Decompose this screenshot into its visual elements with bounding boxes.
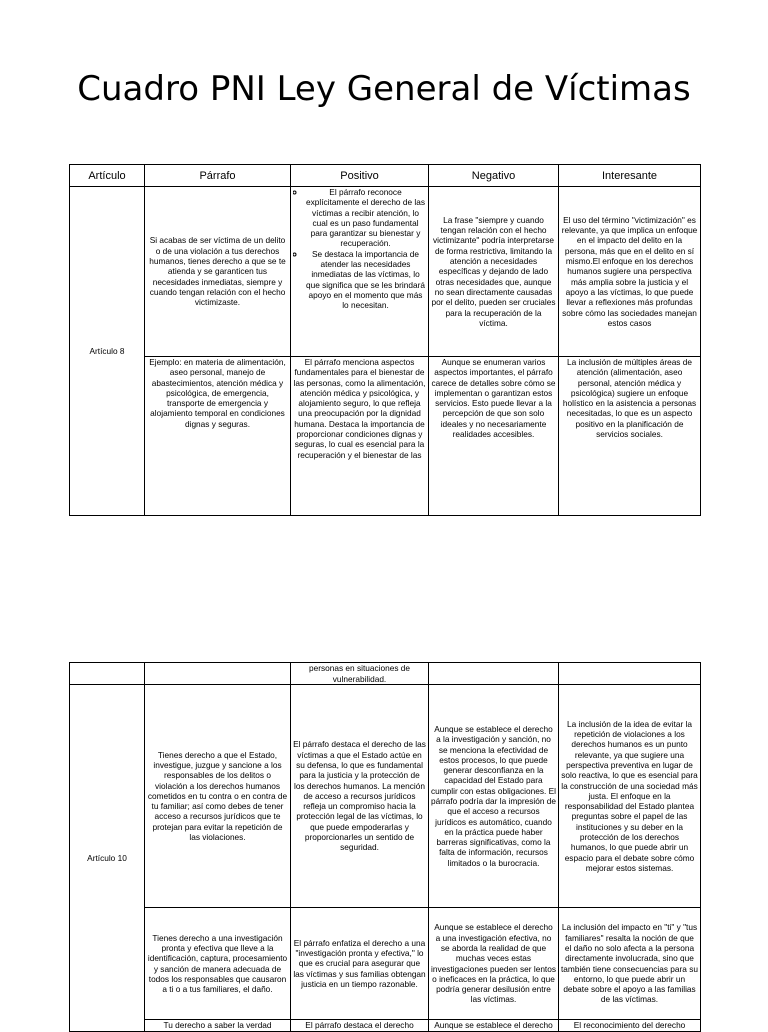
table-row [70,908,701,1020]
positivo-cell [291,357,429,516]
parrafo-cell [145,1020,291,1032]
negativo-cell [429,187,559,357]
negativo-text: Aunque se enumeran varios aspectos importantes, el párrafo carece de detalles sobre cómo se implementan o garantizan estos servicios. Esto puede llevar a la percepción de que son solo ideales y no necesariamente realidades accesibles. [431,357,556,440]
positivo-continuation: personas en situaciones de vulnerabilidad. [308,663,410,684]
pni-table-articulo-10 [69,662,701,1032]
table-row [70,685,701,908]
interesante-text: El reconocimiento del derecho [573,1020,686,1030]
header-negativo: Negativo [429,165,559,187]
table-row [70,187,701,357]
parrafo-cell [145,187,291,357]
empty-cell [70,663,145,685]
negativo-text: La frase "siempre y cuando tengan relación con el hecho victimizante" podría interpretarse de forma restrictiva, limitando la atención a necesidades específicas y dejando de lado otras necesidades que, aunque no sean directamente causadas por el delito, pueden ser cruciales para la recuperación de la víctima. [431,214,556,328]
positivo-text: El párrafo destaca el derecho de las víctimas a que el Estado actúe en su defensa, lo que es fundamental para la justicia y la protección de los derechos humanos. La mención de acceso a recursos jurídicos refleja un compromiso hacia la protección legal de las víctimas, lo que puede empoderarlas y proporcionarles un sentido de seguridad. [293,739,426,853]
positivo-cell [291,1020,429,1032]
parrafo-text: Tienes derecho a que el Estado, investigue, juzgue y sancione a los responsables de los delitos o violación a los derechos humanos cometidos en tu contra o en contra de tu familiar; así como debes de tener acceso a recursos jurídicos que te protejan para evitar la repetición de las violaciones. [147,749,288,843]
articulo-cell: Artículo 10 [70,685,145,1032]
table-row [70,357,701,516]
parrafo-cell [145,908,291,1020]
parrafo-cell [145,357,291,516]
parrafo-text: Si acabas de ser víctima de un delito o de una violación a tus derechos humanos, tienes derecho a que se te atienda y se garanticen tus necesidades inmediatas, siempre y cuando tengan relación con el hecho victimizaste. [149,235,286,308]
parrafo-text: Tu derecho a saber la verdad [163,1020,272,1030]
positivo-list [293,187,426,311]
pni-table-articulo-8 [69,164,701,516]
parrafo-text: Tienes derecho a una investigación pronta y efectiva que lleve a la identificación, captura, procesamiento y sanción de manera adecuada de todos los responsables que causaron a ti o a tus familiares, el daño. [147,932,288,995]
positivo-text: El párrafo menciona aspectos fundamentales para el bienestar de las personas, como la alimentación, atención médica y psicológica, y alojamiento seguro, lo que refleja una preocupación por la dignidad humana. Destaca la importancia de proporcionar condiciones dignas y seguras, lo cual es esencial para la recuperación y el bienestar de las [293,357,426,460]
negativo-text: Aunque se establece el derecho a una investigación efectiva, no se aborda la realidad de que muchas veces estas investigaciones pueden ser lentos o ineficaces en la práctica, lo que podría generar desilusión entre las víctimas. [431,922,556,1005]
negativo-text: Aunque se establece el derecho [434,1020,553,1030]
empty-cell [145,663,291,685]
header-articulo: Artículo [70,165,145,187]
page-title: Cuadro PNI Ley General de Víctimas [77,69,691,109]
negativo-cell [429,685,559,908]
articulo-cell: Artículo 8 [70,187,145,516]
positivo-text: El párrafo enfatiza el derecho a una "investigación pronta y efectiva," lo que es crucial para asegurar que las víctimas y sus familias obtengan justicia en un tiempo razonable. [293,937,426,989]
header-parrafo: Párrafo [145,165,291,187]
empty-cell [559,663,701,685]
positivo-item: ◦ El párrafo reconoce explícitamente el derecho de las víctimas a recibir atención, lo cual es un paso fundamental para garantizar su bienestar y recuperación. [305,187,426,249]
interesante-text: La inclusión de la idea de evitar la repetición de violaciones a los derechos humanos es un punto relevante, ya que sugiere una perspectiva preventiva en lugar de solo reactiva, lo que es esencial para la construcción de una sociedad más justa. El enfoque en la responsabilidad del Estado plantea preguntas sobre el papel de las instituciones y su deber en la protección de los derechos humanos, lo que puede abrir un espacio para el debate sobre cómo mejorar estos sistemas. [561,718,698,873]
negativo-cell [429,1020,559,1032]
interesante-cell [559,187,701,357]
header-row [70,165,701,187]
positivo-cell [291,187,429,357]
table-row [70,663,701,685]
interesante-cell [559,1020,701,1032]
header-positivo: Positivo [291,165,429,187]
table-row [70,1020,701,1032]
positivo-text: El párrafo destaca el derecho [305,1020,414,1030]
interesante-cell [559,357,701,516]
empty-cell [429,663,559,685]
negativo-cell [429,908,559,1020]
interesante-text: La inclusión del impacto en "ti" y "tus familiares" resalta la noción de que el daño no solo afecta a la persona directamente involucrada, sino que también tiene consecuencias para su entorno, lo que puede abrir un debate sobre el apoyo a las familias de las víctimas. [561,922,698,1005]
positivo-item: ◦ Se destaca la importancia de atender las necesidades inmediatas de las víctimas, lo que significa que se les brindará apoyo en el momento que más lo necesitan. [305,249,426,311]
interesante-cell [559,685,701,908]
negativo-text: Aunque se establece el derecho a la investigación y sanción, no se menciona la efectividad de estos procesos, lo que puede generar desconfianza en la capacidad del Estado para cumplir con estas obligaciones. El párrafo podría dar la impresión de que el acceso a recursos jurídicos es automático, cuando en la práctica puede haber barreras significativas, como la falta de información, recursos limitados o la burocracia. [431,723,556,868]
parrafo-text: Ejemplo: en materia de alimentación, aseo personal, manejo de abastecimientos, atención médica y psicológica, de emergencia, transporte de emergencia y alojamiento temporal en condiciones dignas y seguras. [149,357,286,429]
interesante-text: La inclusión de múltiples áreas de atención (alimentación, aseo personal, atención médica y psicológica) sugiere un enfoque holístico en la asistencia a personas necesitadas, lo que es un aspecto positivo en la planificación de servicios sociales. [562,357,697,440]
interesante-text: El uso del término "victimización" es relevante, ya que implica un enfoque en el impacto del delito en la persona, más que en el delito en sí mismo.El enfoque en los derechos humanos sugiere una perspectiva más amplia sobre la justicia y el apoyo a las víctimas, lo que puede llevar a reflexiones más profundas sobre cómo las sociedades manejan estos casos [561,214,698,328]
positivo-cell [291,663,429,685]
parrafo-cell [145,685,291,908]
interesante-cell [559,908,701,1020]
header-interesante: Interesante [559,165,701,187]
positivo-cell [291,685,429,908]
negativo-cell [429,357,559,516]
positivo-cell [291,908,429,1020]
